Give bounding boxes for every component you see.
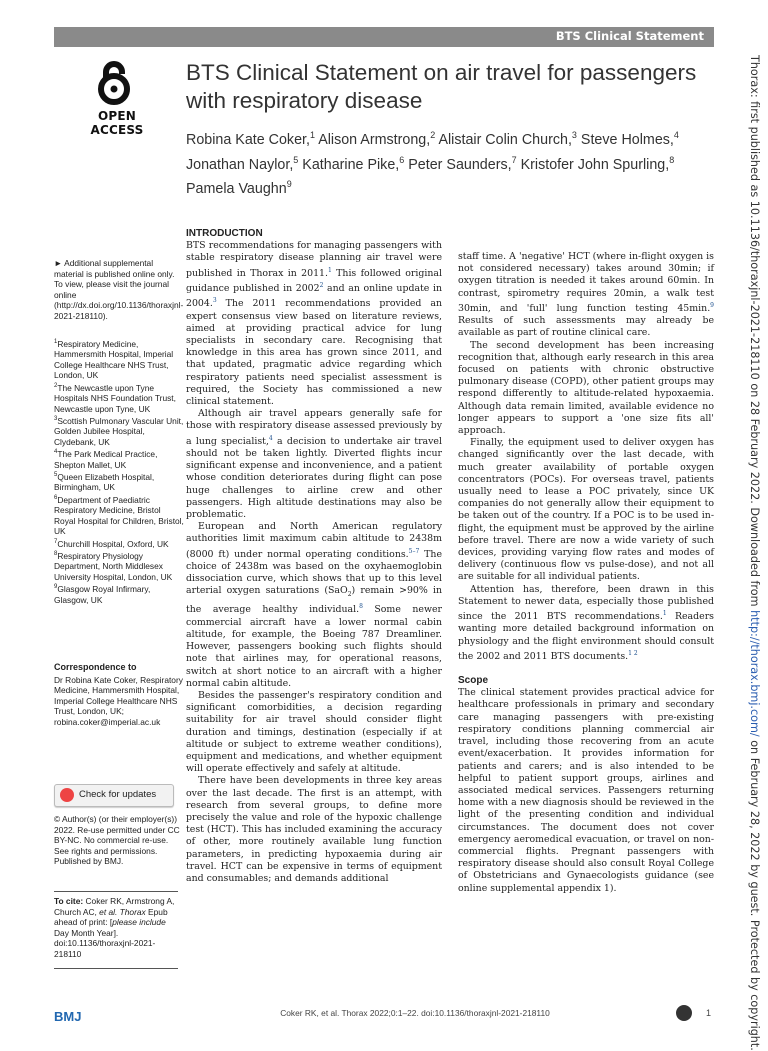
- page-number: 1: [706, 1008, 712, 1018]
- author[interactable]: Jonathan Naylor,$^5$: [186, 154, 299, 173]
- author[interactable]: Robina Kate Coker,$^1$: [186, 130, 315, 148]
- paragraph: staff time. A 'negative' HCT (where in-flight oxygen is not considered necessary) takes around 30min; if oxygen titration is needed it takes around 60min. In contrast, spirometry requires 20min, a walk test 30min, and 'full' lung function testing 45min.$^9$ Results of such assessments may already be available as part of routine clinical care.: [458, 251, 714, 339]
- author-list: [186, 125, 706, 199]
- download-note: Thorax: first published as 10.1136/thoraxjnl-2021-218110 on 28 February 2022. Downloaded from http://thorax.bmj.com/ on February 28, 2022 by guest. Protected by copyright.: [748, 55, 761, 1051]
- section-label: BTS Clinical Statement: [555, 29, 704, 43]
- open-access-label: OPEN ACCESS: [90, 109, 144, 137]
- affiliation-item: $^7$Churchill Hospital, Oxford, UK: [54, 538, 169, 549]
- supplemental-note: ► Additional supplemental material is published online only. To view, please visit the journal online (http://dx.doi.org/10.1136/thoraxjnl-2021-218110).: [54, 258, 184, 321]
- paragraph: Attention has, therefore, been drawn in this Statement to newer data, especially those published since the 2011 BTS recommendations.$^1$ Readers wanting more detailed background information on physiology and the flight environment should consult the 2002 and 2011 BTS documents.$^{1 2}$: [458, 583, 714, 662]
- journal-link[interactable]: http://thorax.bmj.com/: [748, 610, 761, 737]
- affiliation-item: $^9$Glasgow Royal Infirmary, Glasgow, UK: [54, 584, 151, 605]
- author[interactable]: Kristofer John Spurling,$^8$: [520, 154, 675, 173]
- section-heading-introduction: INTRODUCTION: [186, 228, 263, 239]
- author[interactable]: Steve Holmes,$^4$: [580, 130, 679, 148]
- check-updates-icon: [60, 788, 74, 802]
- author[interactable]: Pamela Vaughn$^9$: [186, 179, 292, 198]
- affiliation-item: $^8$Respiratory Physiology Department, North Middlesex University Hospital, London, UK: [54, 550, 173, 582]
- open-access-icon: [93, 60, 135, 106]
- correspondence-text: Dr Robina Kate Coker, Respiratory Medicine, Hammersmith Hospital, Imperial College Healthcare NHS Trust, London, UK; robina.coker@imperial.ac.uk: [54, 674, 183, 727]
- author[interactable]: Alison Armstrong,$^2$: [318, 130, 436, 148]
- section-heading-scope: Scope: [458, 675, 489, 687]
- author[interactable]: Peter Saunders,$^7$: [408, 154, 517, 173]
- correspondence: [54, 662, 184, 727]
- paragraph: There have been developments in three key areas over the last decade. The first is an attempt, with research from several groups, to define more precisely the value and role of the hypoxic challenge test (HCT). This has included examining the accuracy of other, more routinely available lung function parameters, in predicting hypoxaemia during air travel. HCT can be expensive in terms of equipment and consumables; and demands additional: [186, 775, 442, 884]
- paragraph: Finally, the equipment used to deliver oxygen has changed significantly over the last decade, with much greater availability of portable oxygen concentrators (POCs). For overseas travel, patients usually need to lease a POC privately, since UK companies do not generally allow their equipment to be taken out of the country. If a POC is to be used in-flight, the equipment must be approved by the airline before travel. There are now a wide variety of such devices, providing varying flow rates and modes of delivery (continuous flow vs pulse-dose), and not all are suitable for all individual patients.: [458, 437, 714, 583]
- body-column-2: [458, 251, 714, 895]
- paragraph: Although air travel appears generally safe for those with respiratory disease assessed previously by a lung specialist,$^4$ a decision to undertake air travel should not be taken lightly. Diverted flights incur significant expense and inconvenience, and a patient whose condition deteriorates during flight can pose huge challenges to airline crew and other passengers. High altitude destinations may also be problematic.: [186, 408, 442, 520]
- affiliation-item: $^1$Respiratory Medicine, Hammersmith Hospital, Imperial College Healthcare NHS Trust, London, UK: [54, 338, 174, 381]
- footer-citation: Coker RK, et al. Thorax 2022;0:1–22. doi:10.1136/thoraxjnl-2021-218110: [280, 1008, 550, 1018]
- bmj-logo: BMJ: [54, 1009, 82, 1024]
- affiliation-item: $^3$Scottish Pulmonary Vascular Unit, Golden Jubilee Hospital, Clydebank, UK: [54, 415, 184, 447]
- affiliation-item: $^6$Department of Paediatric Respiratory Medicine, Bristol Royal Hospital for Children, Bristol, UK: [54, 494, 184, 537]
- paragraph: Besides the passenger's respiratory condition and significant comorbidities, a decision regarding suitability for air travel should consider flight duration and timings, destination (especially if at altitude or subject to extreme weather conditions), equipment and medications, and whether equipment will operate effectively and safely at altitude.: [186, 689, 442, 775]
- cite-box: To cite: Coker RK, Armstrong A, Church AC, et al. Thorax Epub ahead of print: [please include Day Month Year]. doi:10.1136/thoraxjnl-2021-218110: [54, 891, 178, 969]
- check-for-updates-button[interactable]: Check for updates: [54, 784, 174, 807]
- paragraph: The second development has been increasing recognition that, although early research in this area focused on patients with chronic obstructive pulmonary disease (COPD), other patient groups may respond differently to altitude-related hypoxaemia. Although data remain limited, available evidence no longer appears to support a 'one size fits all' approach.: [458, 339, 714, 436]
- affiliation-item: $^2$The Newcastle upon Tyne Hospitals NHS Foundation Trust, Newcastle upon Tyne, UK: [54, 382, 176, 414]
- affiliation-item: $^4$The Park Medical Practice, Shepton Mallet, UK: [54, 449, 158, 470]
- paragraph: BTS recommendations for managing passengers with stable respiratory disease planning air travel were published in Thorax in 2011.$^1$ This followed original guidance published in 2002$^2$ and an online update in 2004.$^3$ The 2011 recommendations provided an expert consensus view based on literature reviews, aimed at providing practical advice for lung specialists in secondary care. Recognising that knowledge in this area has grown since 2011, and that updated, pragmatic advice regarding which respiratory patients need specialist assessment is required, the Society has commissioned a new clinical statement.: [186, 240, 442, 408]
- section-header-bar: [54, 27, 714, 47]
- body-column-1: [186, 228, 442, 885]
- paragraph: European and North American regulatory authorities limit maximum cabin altitude to 2438m (8000 ft) under normal operating conditions.$^{5-7}$ The choice of 2438m was based on the oxyhaemoglobin dissociation curve, which shows that up to this level arterial oxygen saturations (SaO$_2$) remain >90% in the average healthy individual.$^8$ Some newer commercial aircraft have a lower normal cabin altitude, for example, the Boeing 787 Dreamliner. However, passengers booking such flights should note that airlines may, for operational reasons, switch at short notice to an aircraft with a higher normal cabin altitude.: [186, 521, 442, 689]
- article-title: BTS Clinical Statement on air travel for passengers with respiratory disease: [186, 60, 697, 113]
- paragraph: The clinical statement provides practical advice for healthcare professionals in primary and secondary care managing passengers with pre-existing respiratory conditions planning commercial air travel, including those recovering from an acute event/exacerbation. It provides information for patients and carers; and is also intended to be helpful to patient support groups, airlines and associated medical services. Passengers returning home with a new diagnosis should be reviewed in the light of the presenting condition and individual circumstances. The document does not cover emergency aeromedical evacuation, or travel on non-commercial flights. Pregnant passengers with respiratory disease should also consult Royal College of Obstetricians and Gynaecologists guidance (see online supplemental appendix 1).: [458, 687, 714, 894]
- affiliations: [54, 337, 184, 605]
- correspondence-heading: Correspondence to: [54, 662, 137, 672]
- affiliation-item: $^5$Queen Elizabeth Hospital, Birmingham, UK: [54, 471, 155, 493]
- copyright-note: © Author(s) (or their employer(s)) 2022. Re-use permitted under CC BY-NC. No commercial re-use. See rights and permissions. Published by BMJ.: [54, 814, 180, 866]
- society-seal-icon: [676, 1005, 692, 1021]
- author[interactable]: Alistair Colin Church,$^3$: [438, 130, 577, 148]
- author[interactable]: Katharine Pike,$^6$: [302, 154, 405, 173]
